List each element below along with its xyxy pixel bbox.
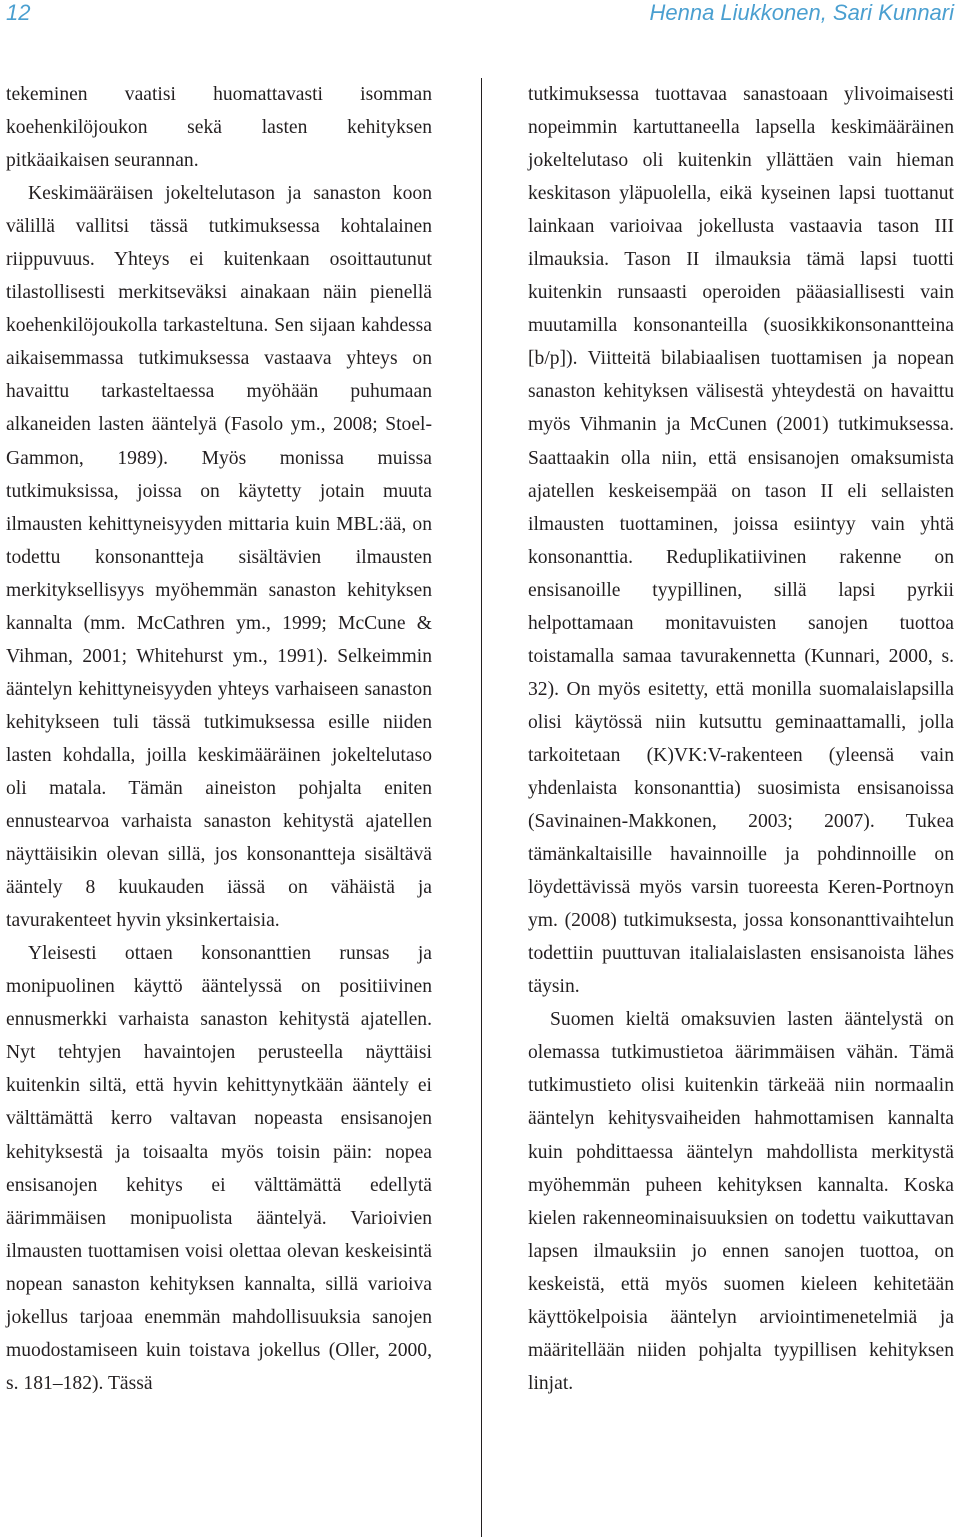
left-paragraph-2: Keskimääräisen jokeltelutason ja sanaston koon välillä vallitsi tässä tutkimuksessa kohtalainen riippuvuus. Yhteys ei kuitenkaan osoittautunut tilastollisesti merkitseväksi ainakaan näin pienellä koehenkilöjoukolla tarkasteltuna. Sen sijaan kahdessa aikaisemmassa tutkimuksessa vastaava yhteys on havaittu tarkasteltaessa myöhään puhumaan alkaneiden lasten ääntelyä (Fasolo ym., 2008; Stoel-Gammon, 1989). Myös monissa muissa tutkimuksissa, joissa on käytetty jotain muuta ilmausten kehittyneisyyden mittaria kuin MBL:ää, on todettu konsonantteja sisältävien ilmausten merkityksellisyys myöhemmän sanaston kehityksen kannalta (mm. McCathren ym., 1999; McCune & Vihman, 2001; Whitehurst ym., 1991). Selkeimmin ääntelyn kehittyneisyyden yhteys varhaiseen sanaston kehitykseen tuli tässä tutkimuksessa esille niiden lasten kohdalla, joilla keskimääräinen jokeltelutaso oli matala. Tämän aineiston pohjalta eniten ennustearvoa varhaista sanaston kehitystä ajatellen näyttäisikin olevan sillä, jos konsonantteja sisältävä ääntely 8 kuukauden iässä on vähäistä ja tavurakenteet hyvin yksinkertaisia.: [6, 183, 432, 932]
left-paragraph-1: tekeminen vaatisi huomattavasti isomman koehenkilöjoukon sekä lasten kehityksen pitkäaikaisen seurannan.: [6, 84, 432, 172]
right-paragraph-1: tutkimuksessa tuottavaa sanastoaan ylivoimaisesti nopeimmin kartuttaneella lapsella keskimääräinen jokeltelutaso oli kuitenkin yllättäen vain hieman keskitason yläpuolella, eikä kyseinen lapsi tuottanut lainkaan varioivaa jokellusta vastaavia tason III ilmauksia. Tason II ilmauksia tämä lapsi tuotti kuitenkin runsaasti operoiden pääasiallisesti vain muutamilla konsonanteilla (suosikkikonsonantteina [b/p]). Viitteitä bilabiaalisen tuottamisen ja nopean sanaston kehityksen välisestä yhteydestä on havaittu myös Vihmanin ja McCunen (2001) tutkimuksessa. Saattaakin olla niin, että ensisanojen omaksumista ajatellen keskeisempää on tason II eli sellaisten ilmausten tuottaminen, joissa esiintyy vain yhtä konsonanttia. Reduplikatiivinen rakenne on ensisanoille tyypillinen, sillä lapsi pyrkii helpottamaan monitavuisten sanojen tuottoa toistamalla samaa tavurakennetta (Kunnari, 2000, s. 32). On myös esitetty, että monilla suomalaislapsilla olisi käytössä niin kutsuttu geminaattamalli, jolla tarkoitetaan (K)VK:V-rakenteen (yleensä vain yhdenlaista konsonanttia) suosimista ensisanoissa (Savinainen-Makkonen, 2003; 2007). Tukea tämänkaltaisille havainnoille ja pohdinnoille on löydettävissä myös varsin tuoreesta Keren-Portnoyn ym. (2008) tutkimuksesta, jossa konsonanttivaihtelun todettiin puuttuvan italialaislasten ensisanoista lähes täysin.: [528, 84, 954, 998]
page-header: [0, 0, 960, 40]
column-divider: [481, 78, 482, 1537]
running-head: Henna Liukkonen, Sari Kunnari: [649, 0, 954, 25]
right-column: [528, 78, 954, 1400]
left-paragraph-3: Yleisesti ottaen konsonanttien runsas ja monipuolinen käyttö ääntelyssä on positiivinen ennusmerkki varhaista sanaston kehitystä ajatellen. Nyt tehtyjen havaintojen perusteella näyttäisi kuitenkin siltä, että hyvin kehittynytkään ääntely ei välttämättä kerro valtavan nopeasta ensisanojen kehityksestä ja toisaalta myös toisin päin: nopea ensisanojen kehitys ei välttämättä edellytä äärimmäisen monipuolista ääntelyä. Varioivien ilmausten tuottamisen voisi olettaa olevan keskeisintä nopean sanaston kehityksen kannalta, sillä varioiva jokellus tarjoaa enemmän mahdollisuuksia sanojen muodostamiseen kuin toistava jokellus (Oller, 2000, s. 181–182). Tässä: [6, 943, 432, 1394]
right-paragraph-2: Suomen kieltä omaksuvien lasten ääntelystä on olemassa tutkimustietoa äärimmäisen vähän. Tämä tutkimustieto olisi kuitenkin tärkeää niin normaalin ääntelyn kehitysvaiheiden hahmottamisen kannalta kuin pohdittaessa ääntelyn mahdollista merkitystä myöhemmän puheen kehityksen kannalta. Koska kielen rakenneominaisuuksien on todettu vaikuttavan lapsen ilmauksiin jo ennen sanojen tuottoa, on keskeistä, että myös suomen kieleen kehitetään käyttökelpoisia ääntelyn arviointimenetelmiä ja määritellään niiden pohjalta tyypillisen kehityksen linjat.: [528, 1009, 954, 1394]
left-column: [6, 78, 432, 1400]
page-number: 12: [6, 0, 31, 25]
